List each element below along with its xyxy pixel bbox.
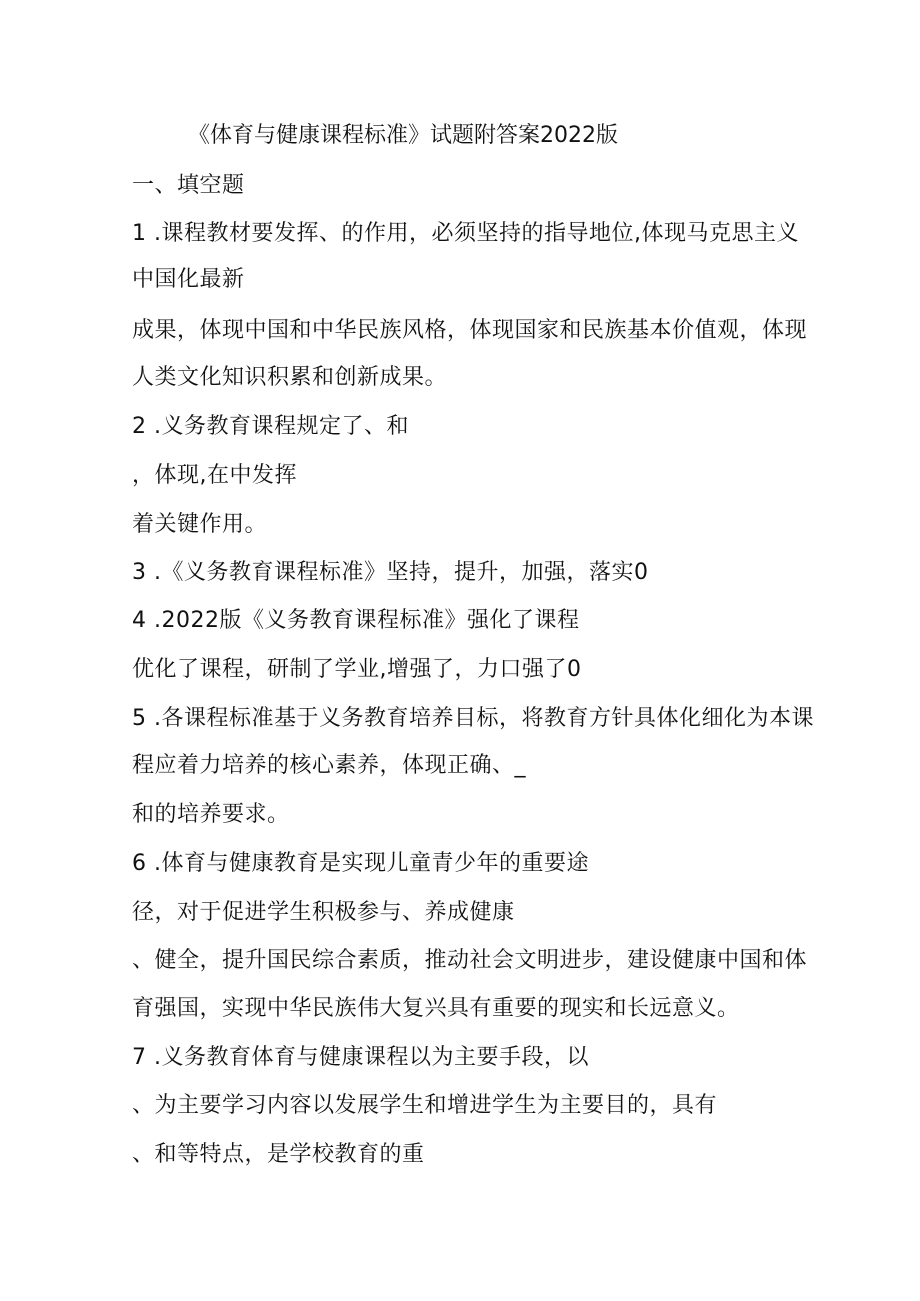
text-line: 中国化最新	[132, 267, 245, 292]
text-line: 和的培养要求。	[132, 802, 290, 827]
document-title: 《体育与健康课程标准》试题附答案2022版	[188, 123, 618, 148]
text-line: 、和等特点，是学校教育的重	[132, 1142, 425, 1167]
text-line: 4 .2022版《义务教育课程标准》强化了课程	[132, 608, 580, 633]
text-line: 着关键作用。	[132, 512, 268, 537]
text-line: 程应着力培养的核心素养，体现正确、_	[132, 753, 527, 778]
text-line: 2 .义务教育课程规定了、和	[132, 414, 409, 439]
text-line: 育强国，实现中华民族伟大复兴具有重要的现实和长远意义。	[132, 996, 740, 1021]
text-line: 7 .义务教育体育与健康课程以为主要手段，以	[132, 1045, 589, 1070]
text-line: 成果，体现中国和中华民族风格，体现国家和民族基本价值观，体现	[132, 318, 808, 343]
text-line: 优化了课程，研制了学业,增强了，力口强了0	[132, 657, 582, 682]
text-line: ，体现,在中发挥	[132, 463, 297, 488]
text-line: 5 .各课程标准基于义务教育培养目标，将教育方针具体化细化为本课	[132, 706, 814, 731]
text-line: 、为主要学习内容以发展学生和增进学生为主要目的，具有	[132, 1093, 718, 1118]
text-line: 、健全，提升国民综合素质，推动社会文明进步，建设健康中国和体	[132, 948, 808, 973]
text-line: 1 .课程教材要发挥、的作用，必须坚持的指导地位,体现马克思主义	[132, 221, 799, 246]
text-line: 径，对于促进学生积极参与、养成健康	[132, 900, 515, 925]
text-line: 6 .体育与健康教育是实现儿童青少年的重要途	[132, 851, 589, 876]
text-line: 人类文化知识积累和创新成果。	[132, 365, 448, 390]
text-line: 3 .《义务教育课程标准》坚持，提升，加强，落实0	[132, 560, 649, 585]
section-heading: 一、填空题	[132, 173, 245, 198]
